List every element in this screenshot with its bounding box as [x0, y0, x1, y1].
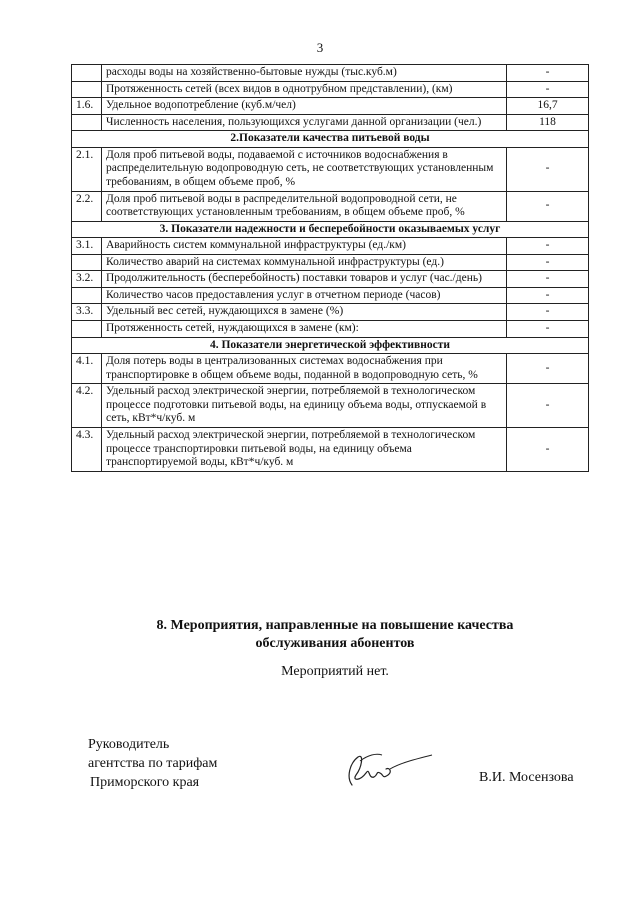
- table-row: [72, 354, 589, 384]
- indicator-value: -: [507, 65, 589, 82]
- signatory-line1: Руководитель: [88, 737, 170, 752]
- table-row: [72, 304, 589, 321]
- table-row: [72, 321, 589, 338]
- table-row: [72, 191, 589, 221]
- indicator-value: -: [507, 287, 589, 304]
- indicator-name: Удельное водопотребление (куб.м/чел): [102, 98, 507, 115]
- section-8-note: Мероприятий нет.: [281, 664, 389, 679]
- section-header: 2.Показатели качества питьевой воды: [72, 131, 589, 148]
- table-row: [72, 238, 589, 255]
- indicator-name: Удельный расход электрической энергии, потребляемой в технологическом процессе транспортировки питьевой воды, на единицу объема транспортируемой воды, кВт*ч/куб. м: [102, 427, 507, 471]
- row-number: [72, 321, 102, 338]
- row-number: 3.1.: [72, 238, 102, 255]
- indicator-value: 118: [507, 114, 589, 131]
- table-section-row: [72, 131, 589, 148]
- indicator-value: -: [507, 238, 589, 255]
- indicators-table: [71, 64, 589, 472]
- row-number: 1.6.: [72, 98, 102, 115]
- row-number: [72, 254, 102, 271]
- indicator-value: -: [507, 304, 589, 321]
- indicator-value: -: [507, 384, 589, 428]
- row-number: 4.2.: [72, 384, 102, 428]
- indicator-value: -: [507, 191, 589, 221]
- table-row: [72, 98, 589, 115]
- row-number: 3.2.: [72, 271, 102, 288]
- indicator-name: Количество аварий на системах коммунальной инфраструктуры (ед.): [102, 254, 507, 271]
- indicator-value: -: [507, 427, 589, 471]
- section-header: 4. Показатели энергетической эффективности: [72, 337, 589, 354]
- table-row: [72, 384, 589, 428]
- indicator-name: Протяженность сетей, нуждающихся в замене (км):: [102, 321, 507, 338]
- indicator-name: Протяженность сетей (всех видов в однотрубном представлении), (км): [102, 81, 507, 98]
- handwritten-signature: [338, 745, 438, 793]
- indicators-table-body: [72, 65, 589, 472]
- row-number: 4.1.: [72, 354, 102, 384]
- indicator-name: расходы воды на хозяйственно-бытовые нужды (тыс.куб.м): [102, 65, 507, 82]
- page-number: 3: [316, 40, 324, 55]
- indicator-name: Доля потерь воды в централизованных системах водоснабжения при транспортировке в общем объеме воды, поданной в водопроводную сеть, %: [102, 354, 507, 384]
- indicator-name: Продолжительность (бесперебойность) поставки товаров и услуг (час./день): [102, 271, 507, 288]
- row-number: 2.1.: [72, 147, 102, 191]
- indicator-value: -: [507, 254, 589, 271]
- table-row: [72, 65, 589, 82]
- indicator-value: 16,7: [507, 98, 589, 115]
- indicator-name: Количество часов предоставления услуг в отчетном периоде (часов): [102, 287, 507, 304]
- row-number: [72, 287, 102, 304]
- signatory-line2: агентства по тарифам: [88, 756, 218, 772]
- signatory-line3: Приморского края: [90, 775, 200, 791]
- table-row: [72, 287, 589, 304]
- signatory-title: [88, 735, 217, 792]
- signatory-name: В.И. Мосензова: [479, 770, 574, 785]
- indicator-value: -: [507, 354, 589, 384]
- indicator-value: -: [507, 81, 589, 98]
- indicator-name: Удельный расход электрической энергии, потребляемой в технологическом процессе подготовки питьевой воды, на единицу объема воды, отпускаемой в сеть, кВт*ч/куб. м: [102, 384, 507, 428]
- table-row: [72, 81, 589, 98]
- section-8-title-line2: обслуживания абонентов: [255, 636, 415, 651]
- row-number: 3.3.: [72, 304, 102, 321]
- indicator-name: Удельный вес сетей, нуждающихся в замене (%): [102, 304, 507, 321]
- indicator-name: Доля проб питьевой воды, подаваемой с источников водоснабжения в распределительную водопроводную сеть, не соответствующих установленным требованиям, в общем объеме проб, %: [102, 147, 507, 191]
- indicator-name: Численность населения, пользующихся услугами данной организации (чел.): [102, 114, 507, 131]
- row-number: [72, 65, 102, 82]
- indicator-value: -: [507, 321, 589, 338]
- indicator-name: Доля проб питьевой воды в распределительной водопроводной сети, не соответствующих установленным требованиям, в общем объеме проб, %: [102, 191, 507, 221]
- section-header: 3. Показатели надежности и бесперебойности оказываемых услуг: [72, 221, 589, 238]
- table-row: [72, 271, 589, 288]
- section-8-title-line1: 8. Мероприятия, направленные на повышение качества: [156, 618, 514, 633]
- row-number: 2.2.: [72, 191, 102, 221]
- table-section-row: [72, 221, 589, 238]
- indicator-value: -: [507, 271, 589, 288]
- table-section-row: [72, 337, 589, 354]
- table-row: [72, 427, 589, 471]
- row-number: [72, 114, 102, 131]
- row-number: 4.3.: [72, 427, 102, 471]
- table-row: [72, 254, 589, 271]
- table-row: [72, 147, 589, 191]
- row-number: [72, 81, 102, 98]
- table-row: [72, 114, 589, 131]
- indicator-name: Аварийность систем коммунальной инфраструктуры (ед./км): [102, 238, 507, 255]
- indicator-value: -: [507, 147, 589, 191]
